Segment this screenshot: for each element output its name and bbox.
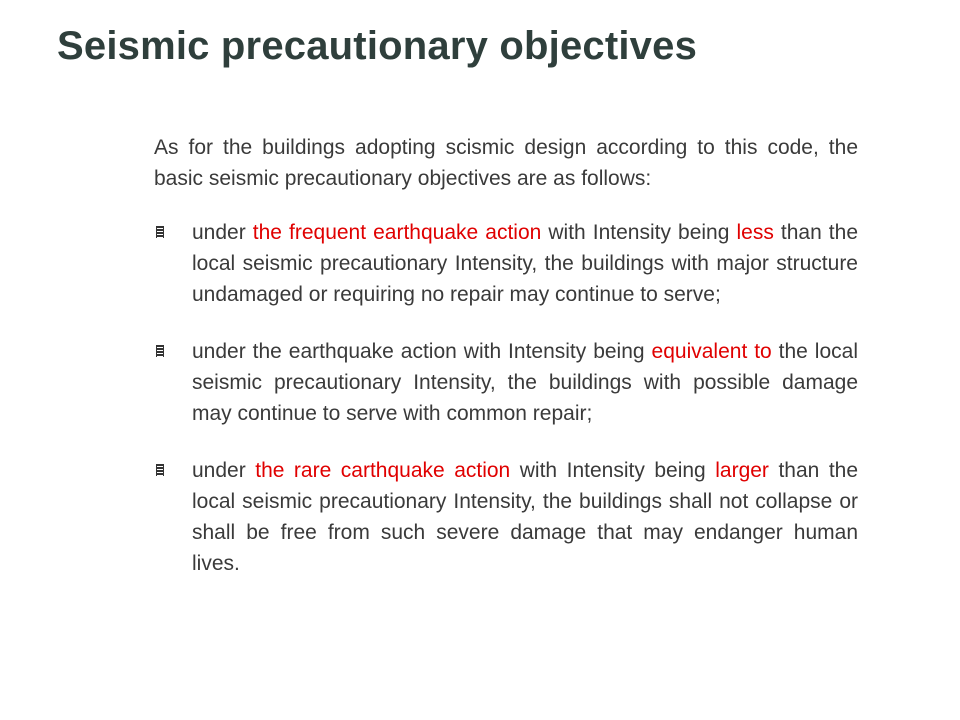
highlight-text: larger: [715, 459, 769, 482]
intro-paragraph: As for the buildings adopting scismic design according to this code, the basic seismic precautionary objectives are as follows:: [154, 136, 858, 190]
objective-text: than the local seismic precautionary Intensity, the buildings with major structure undamaged or requiring no repair may continue to serve;: [192, 221, 859, 306]
objective-text: under: [192, 221, 253, 244]
objective-item-equivalent: [154, 336, 858, 429]
objective-item-frequent: [154, 217, 858, 310]
striped-square-bullet-icon: [156, 226, 164, 238]
slide-title: Seismic precautionary objectives: [57, 24, 698, 68]
objective-text: than the local seismic precautionary Intensity, the buildings shall not collapse or shall be free from such severe damage that may endanger human lives.: [192, 459, 859, 575]
striped-square-bullet-icon: [156, 345, 164, 357]
objective-text: with Intensity being: [541, 221, 737, 244]
objective-item-rare: [154, 455, 858, 579]
objective-text: under: [192, 459, 256, 482]
objective-text: the local seismic precautionary Intensity, the buildings with possible damage may continue to serve with common repair;: [192, 340, 858, 425]
highlight-text: equivalent to: [651, 340, 772, 363]
objective-text: under the earthquake action with Intensity being: [192, 340, 652, 363]
highlight-text: the frequent earthquake action: [252, 221, 542, 244]
slide-body: [154, 132, 858, 605]
highlight-text: the rare carthquake action: [255, 459, 511, 482]
highlight-text: less: [736, 221, 774, 244]
striped-square-bullet-icon: [156, 464, 164, 476]
objective-text: with Intensity being: [510, 459, 716, 482]
objectives-list: [154, 217, 858, 579]
